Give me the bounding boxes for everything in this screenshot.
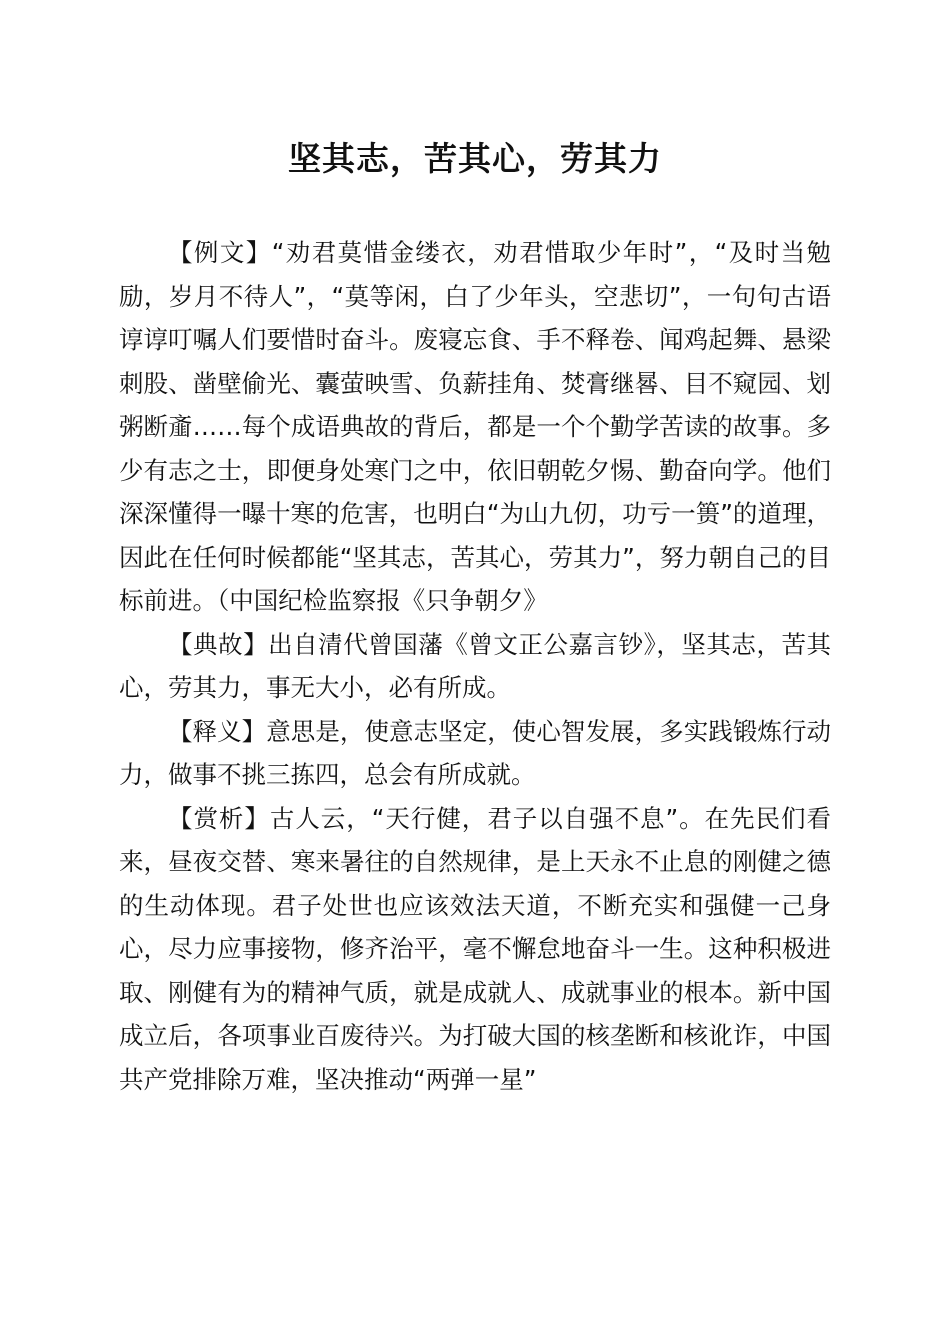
paragraph-meaning [119,710,831,797]
paragraph-text: 古人云，“天行健，君子以自强不息”。在先民们看来，昼夜交替、寒来暑往的自然规律，是上天永不止息的刚健之德的生动体现。君子处世也应该效法天道，不断充实和强健一己身心，尽力应事接物，修齐治平，毫不懈怠地奋斗一生。这种积极进取、刚健有为的精神气质，就是成就人、成就事业的根本。新中国成立后，各项事业百废待兴。为打破大国的核垄断和核讹诈，中国共产党排除万难，坚决推动“两弹一星” [119,803,832,1094]
paragraph-example [119,231,831,623]
paragraph-appreciation [119,797,831,1102]
paragraph-tag: 【释义】 [168,716,267,746]
paragraph-text: “劝君莫惜金缕衣，劝君惜取少年时”，“及时当勉励，岁月不待人”，“莫等闲，白了少年头，空悲切”，一句句古语谆谆叮嘱人们要惜时奋斗。废寝忘食、手不释卷、闻鸡起舞、悬梁刺股、凿壁偷光、囊萤映雪、负薪挂角、焚膏继晷、目不窥园、划粥断齑……每个成语典故的背后，都是一个个勤学苦读的故事。多少有志之士，即便身处寒门之中，依旧朝乾夕惕、勤奋向学。他们深深懂得一曝十寒的危害，也明白“为山九仞，功亏一篑”的道理，因此在任何时候都能“坚其志，苦其心，劳其力”，努力朝自己的目标前进。（中国纪检监察报《只争朝夕》 [119,238,832,615]
paragraph-tag: 【例文】 [168,238,272,267]
article-body [119,231,831,1101]
paragraph-text: 出自清代曾国藩《曾文正公嘉言钞》，坚其志，苦其心，劳其力，事无大小，必有所成。 [119,629,832,702]
paragraph-allusion [119,623,831,710]
paragraph-tag: 【典故】 [168,629,269,659]
page-title: 坚其志，苦其心，劳其力 [288,139,662,178]
paragraph-text: 意思是，使意志坚定，使心智发展，多实践锻炼行动力，做事不挑三拣四，总会有所成就。 [119,716,832,789]
paragraph-tag: 【赏析】 [168,803,270,833]
